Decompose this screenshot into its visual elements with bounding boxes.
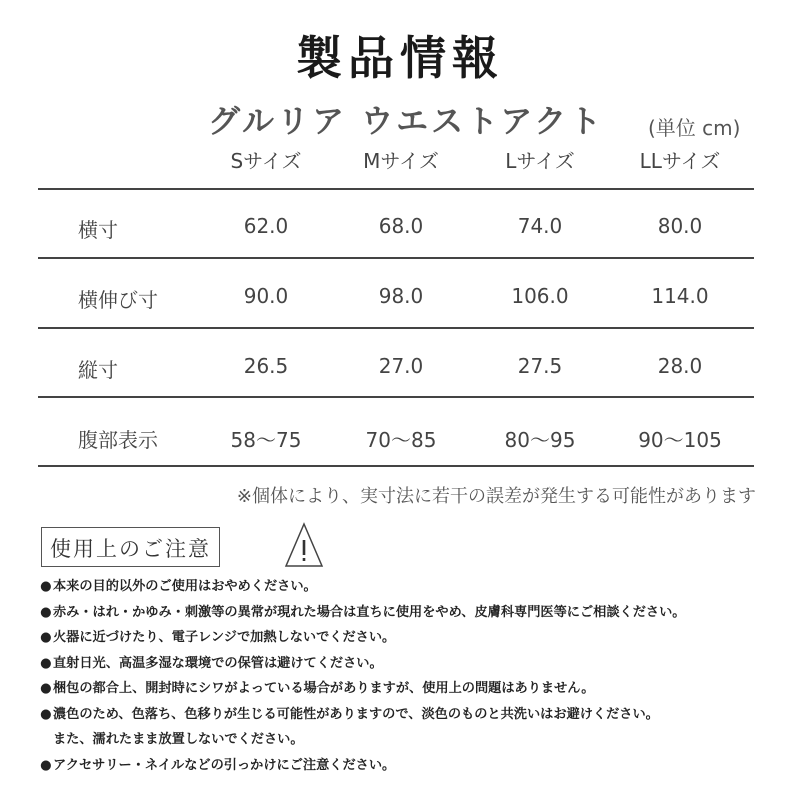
column-header-l: Lサイズ: [505, 149, 575, 173]
list-item: ●火器に近づけたり、電子レンジで加熱しないでください。: [40, 630, 396, 645]
caution-heading: 使用上のご注意: [41, 527, 220, 567]
table-cell: 98.0: [378, 284, 424, 308]
warning-triangle-icon: [284, 521, 324, 569]
unit-note: (単位 cm): [648, 116, 741, 140]
list-item: ●本来の目的以外のご使用はおやめください。: [40, 579, 317, 594]
table-cell: 80.0: [657, 214, 703, 238]
list-item-continuation: また、濡れたまま放置しないでください。: [53, 732, 304, 747]
table-cell: 80〜95: [504, 428, 576, 452]
bullet-icon: ●: [40, 630, 52, 645]
caution-list: [40, 575, 780, 779]
table-cell: 74.0: [517, 214, 563, 238]
table-cell: 28.0: [657, 354, 703, 378]
table-cell: 27.0: [378, 354, 424, 378]
bullet-icon: ●: [40, 579, 52, 594]
table-cell: 68.0: [378, 214, 424, 238]
bullet-icon: ●: [40, 604, 52, 620]
column-header-ll: LLサイズ: [639, 149, 721, 173]
table-cell: 114.0: [651, 284, 709, 308]
table-cell: 62.0: [243, 214, 289, 238]
list-item: ●直射日光、高温多湿な環境での保管は避けてください。: [40, 655, 383, 671]
disclaimer-note: ※個体により、実寸法に若干の誤差が発生する可能性があります: [236, 486, 756, 507]
table-cell: 26.5: [243, 354, 289, 378]
table-rule: [38, 257, 754, 259]
bullet-icon: ●: [40, 655, 52, 671]
column-header-s: Sサイズ: [230, 149, 302, 173]
list-item: ●濃色のため、色落ち、色移りが生じる可能性がありますので、淡色のものと共洗いはお避けください。: [40, 706, 659, 722]
table-cell: 106.0: [511, 284, 569, 308]
table-rule: [38, 465, 754, 467]
product-name: グルリア ウエストアクト: [208, 102, 605, 140]
table-rule: [38, 396, 754, 398]
table-cell: 58〜75: [230, 428, 302, 452]
row-label-length: 縦寸: [78, 358, 118, 382]
bullet-icon: ●: [40, 681, 52, 696]
bullet-icon: ●: [40, 757, 52, 773]
table-cell: 70〜85: [365, 428, 437, 452]
list-item: ●アクセサリー・ネイルなどの引っかけにご注意ください。: [40, 757, 396, 773]
row-label-width: 横寸: [78, 218, 118, 242]
row-label-waist: 腹部表示: [78, 428, 158, 452]
table-cell: 27.5: [517, 354, 563, 378]
table-cell: 90〜105: [638, 428, 722, 452]
list-item: ●梱包の都合上、開封時にシワがよっている場合がありますが、使用上の問題はありません。: [40, 681, 595, 696]
table-rule: [38, 327, 754, 329]
list-item: ●赤み・はれ・かゆみ・刺激等の異常が現れた場合は直ちに使用をやめ、皮膚科専門医等にご相談ください。: [40, 604, 686, 620]
table-cell: 90.0: [243, 284, 289, 308]
row-label-stretch-width: 横伸び寸: [78, 288, 158, 312]
page-title: 製品情報: [296, 31, 504, 85]
table-rule: [38, 188, 754, 190]
bullet-icon: ●: [40, 706, 52, 722]
column-header-m: Mサイズ: [363, 149, 439, 173]
